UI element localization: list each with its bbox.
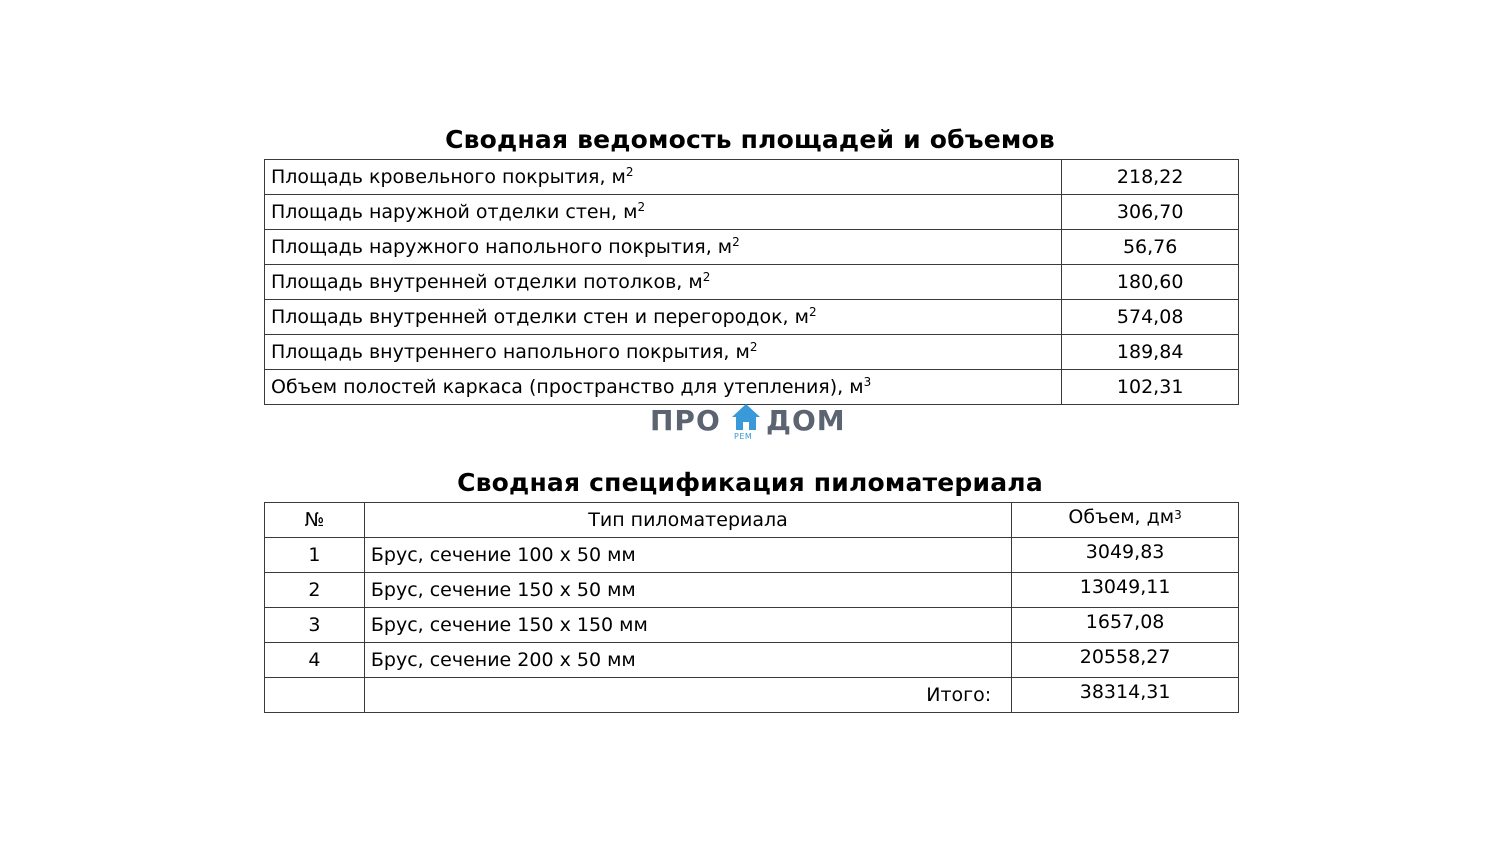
house-icon [730, 402, 762, 432]
area-label-cell: Площадь наружной отделки стен, $м^2$ [265, 195, 1062, 230]
header-type: Тип пиломатериала [364, 503, 1011, 538]
table-row [265, 608, 1239, 643]
row-type: Брус, сечение 200 х 50 мм [364, 643, 1011, 678]
row-num: 3 [265, 608, 365, 643]
watermark-left-text: ПРО [650, 404, 721, 437]
area-label-cell: Площадь наружного напольного покрытия, $м^2$ [265, 230, 1062, 265]
area-value-cell: 102,31 [1062, 370, 1239, 405]
row-type: Брус, сечение 150 х 50 мм [364, 573, 1011, 608]
header-num: № [265, 503, 365, 538]
header-volume: Объем, $дм^3$ [1012, 503, 1239, 538]
table-header-row [265, 503, 1239, 538]
table-row [265, 643, 1239, 678]
table-row [265, 538, 1239, 573]
table-row [265, 300, 1239, 335]
watermark-right-text: ДОМ [766, 404, 846, 437]
table-row [265, 230, 1239, 265]
total-volume: 38314,31 [1012, 678, 1239, 713]
areas-table [264, 159, 1239, 405]
areas-table-title: Сводная ведомость площадей и объемов [445, 125, 1055, 154]
table-row [265, 573, 1239, 608]
area-value-cell: 306,70 [1062, 195, 1239, 230]
row-volume: 13049,11 [1012, 573, 1239, 608]
timber-table-title: Сводная спецификация пиломатериала [457, 468, 1043, 497]
total-label: Итого: [364, 678, 1011, 713]
area-value-cell: 218,22 [1062, 160, 1239, 195]
watermark-small-text: РЕМ [734, 432, 753, 441]
table-row [265, 160, 1239, 195]
row-type: Брус, сечение 150 х 150 мм [364, 608, 1011, 643]
row-volume: 20558,27 [1012, 643, 1239, 678]
area-label-cell: Площадь кровельного покрытия, $м^2$ [265, 160, 1062, 195]
watermark-logo [650, 402, 850, 444]
row-type: Брус, сечение 100 х 50 мм [364, 538, 1011, 573]
area-value-cell: 180,60 [1062, 265, 1239, 300]
area-value-cell: 574,08 [1062, 300, 1239, 335]
table-row [265, 335, 1239, 370]
table-row [265, 195, 1239, 230]
area-value-cell: 56,76 [1062, 230, 1239, 265]
timber-table [264, 502, 1239, 713]
area-label-cell: Площадь внутренней отделки стен и перегородок, $м^2$ [265, 300, 1062, 335]
total-row [265, 678, 1239, 713]
total-num-empty [265, 678, 365, 713]
row-num: 1 [265, 538, 365, 573]
table-row [265, 265, 1239, 300]
row-num: 4 [265, 643, 365, 678]
area-label-cell: Объем полостей каркаса (пространство для утепления), $м^3$ [265, 370, 1062, 405]
table-row [265, 370, 1239, 405]
row-num: 2 [265, 573, 365, 608]
area-label-cell: Площадь внутреннего напольного покрытия, $м^2$ [265, 335, 1062, 370]
area-label-cell: Площадь внутренней отделки потолков, $м^2$ [265, 265, 1062, 300]
area-value-cell: 189,84 [1062, 335, 1239, 370]
row-volume: 1657,08 [1012, 608, 1239, 643]
row-volume: 3049,83 [1012, 538, 1239, 573]
